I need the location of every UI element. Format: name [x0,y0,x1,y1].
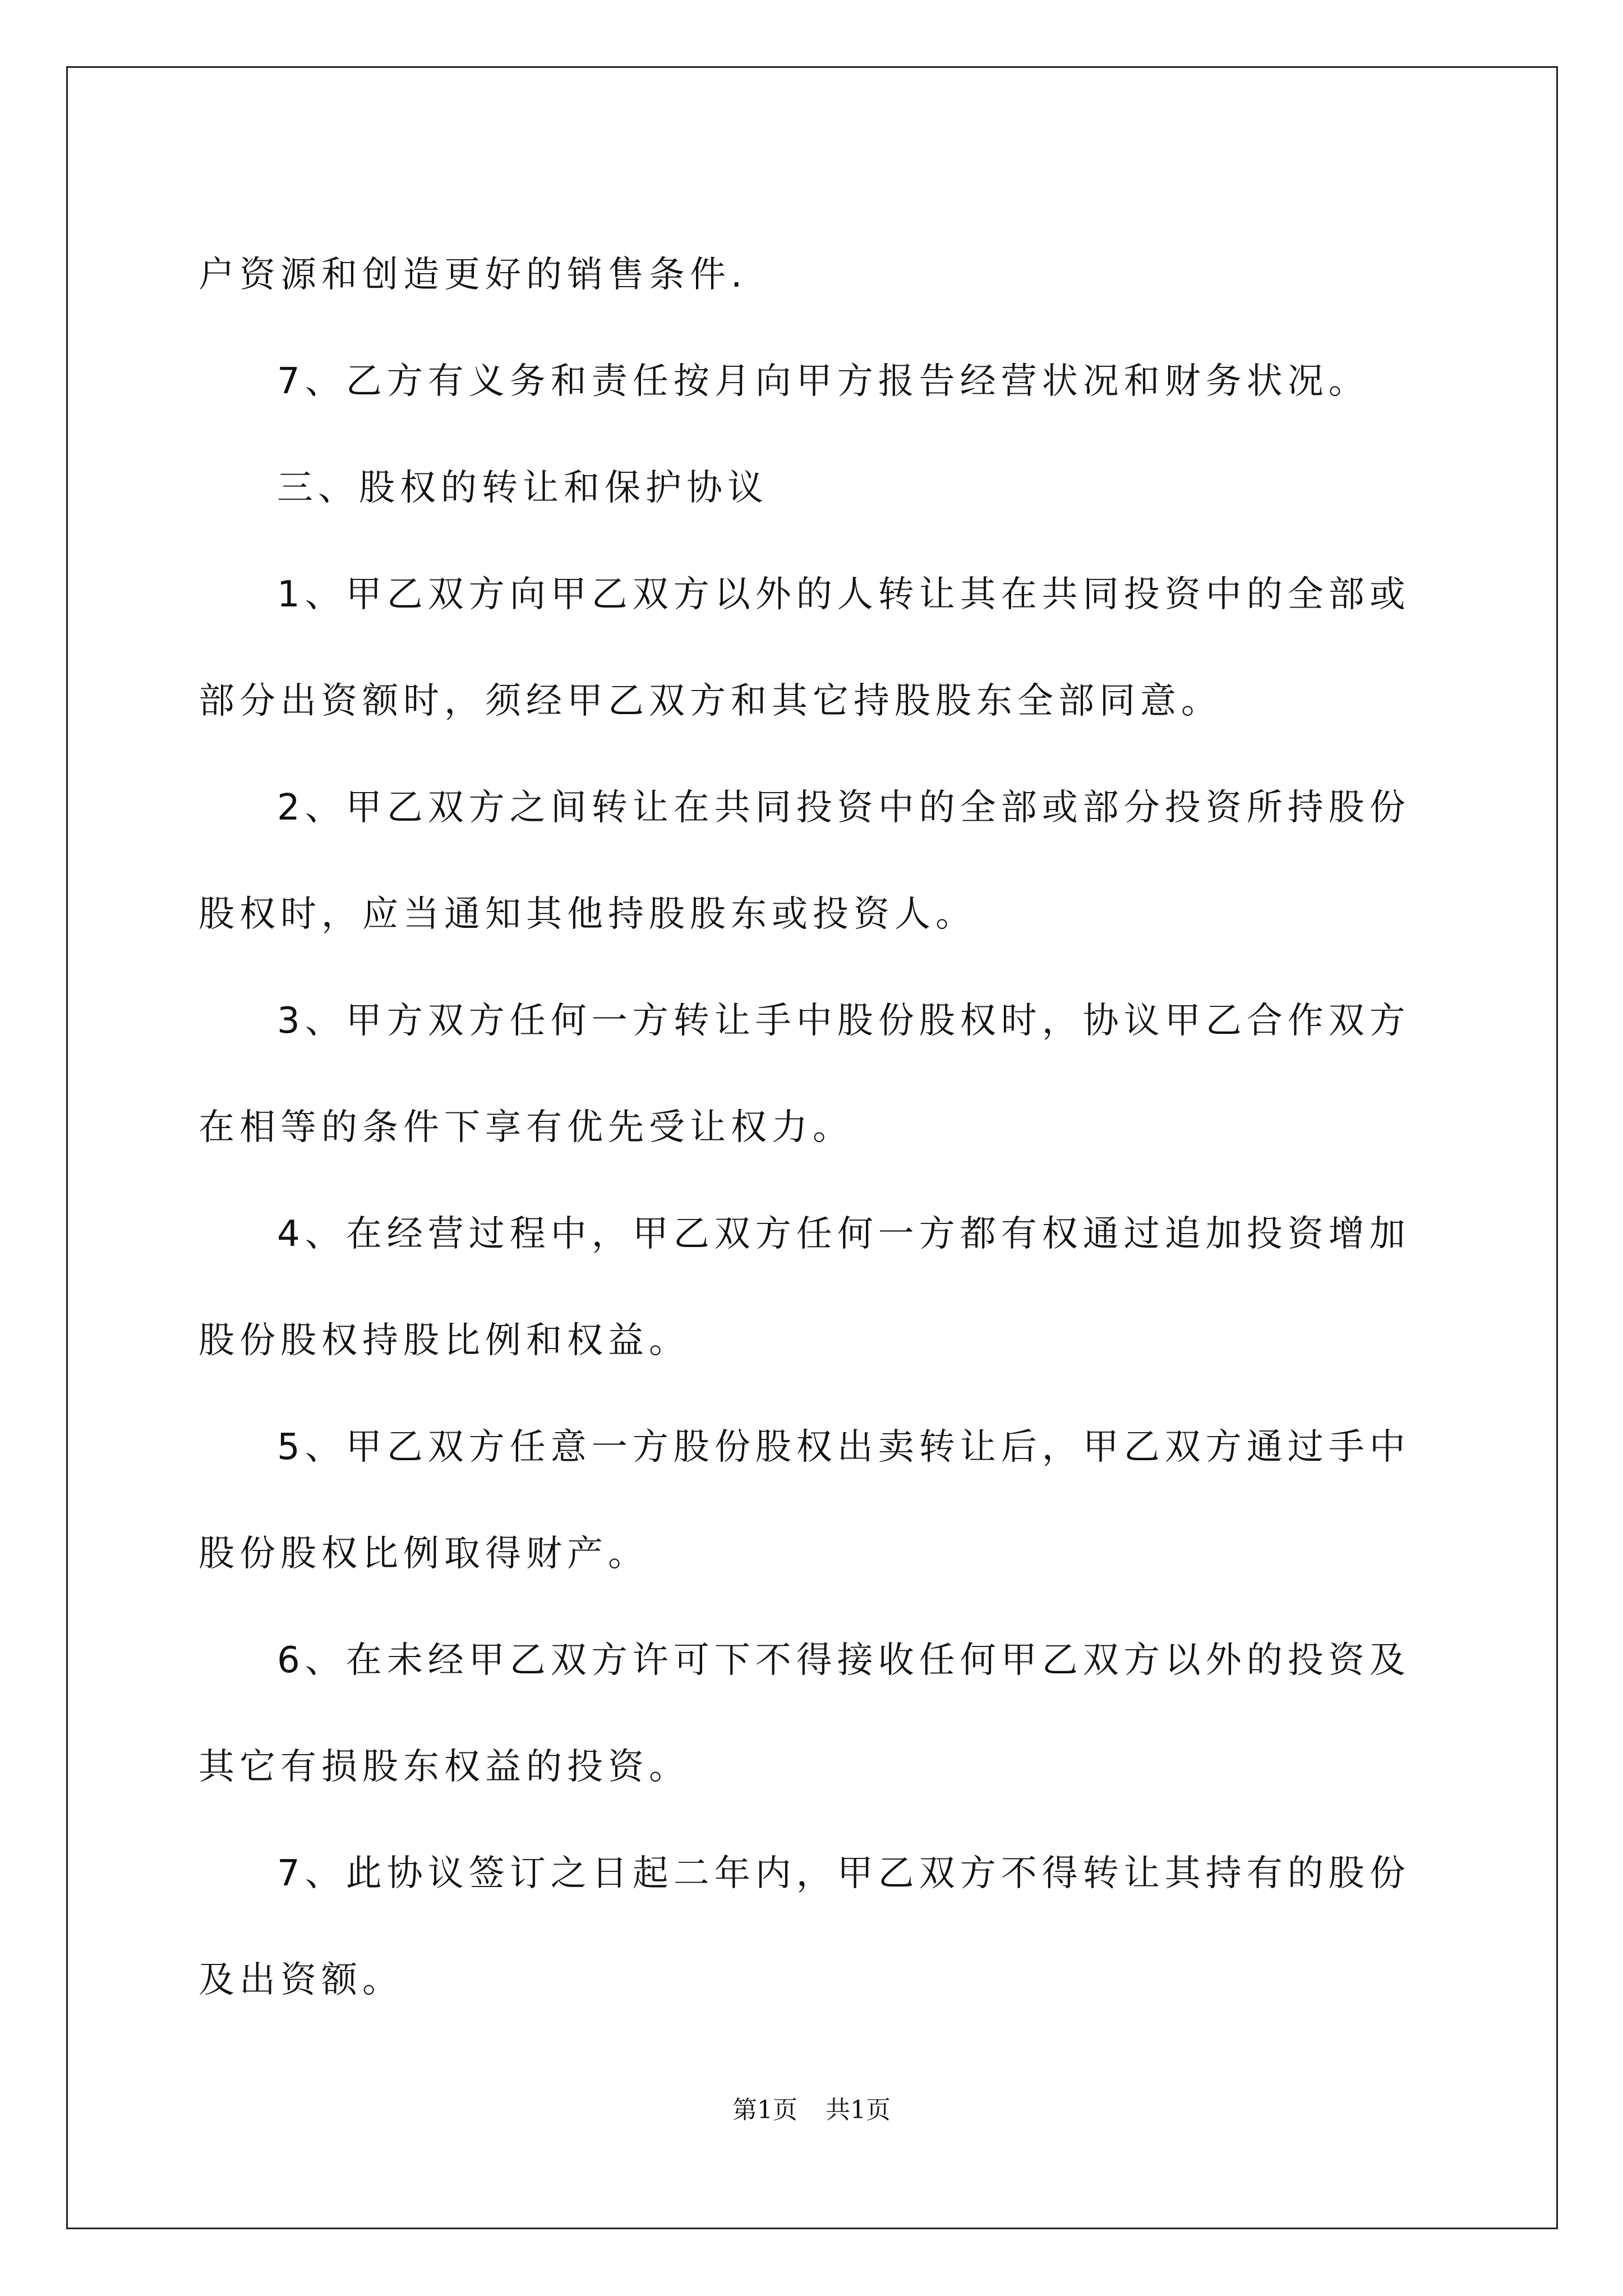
paragraph-item-2: 2、甲乙双方之间转让在共同投资中的全部或部分投资所持股份股权时，应当通知其他持股股东或投资人。 [199,787,1410,935]
paragraph-item-4: 4、在经营过程中，甲乙双方任何一方都有权通过追加投资增加股份股权持股比例和权益。 [199,1213,1410,1361]
document-body [199,222,1432,2033]
paragraph-item-1: 1、甲乙双方向甲乙双方以外的人转让其在共同投资中的全部或部分出资额时，须经甲乙双方和其它持股股东全部同意。 [199,574,1410,722]
paragraph-item-6: 6、在未经甲乙双方许可下不得接收任何甲乙双方以外的投资及其它有损股东权益的投资。 [199,1640,1410,1788]
page-number-total: 共1页 [826,2096,891,2124]
page-number-current: 第1页 [732,2096,797,2124]
paragraph-item-7b: 7、此协议签订之日起二年内，甲乙双方不得转让其持有的股份及出资额。 [199,1853,1410,2001]
page-footer [0,2090,1623,2125]
paragraph-continuation: 户资源和创造更好的销售条件. [199,254,748,296]
paragraph-item-7: 7、乙方有义务和责任按月向甲方报告经营状况和财务状况。 [277,361,1370,402]
paragraph-item-3: 3、甲方双方任何一方转让手中股份股权时，协议甲乙合作双方在相等的条件下享有优先受让权力。 [199,1000,1410,1148]
paragraph-item-5: 5、甲乙双方任意一方股份股权出卖转让后，甲乙双方通过手中股份股权比例取得财产。 [199,1427,1410,1575]
section-heading: 三、股权的转让和保护协议 [277,467,768,509]
